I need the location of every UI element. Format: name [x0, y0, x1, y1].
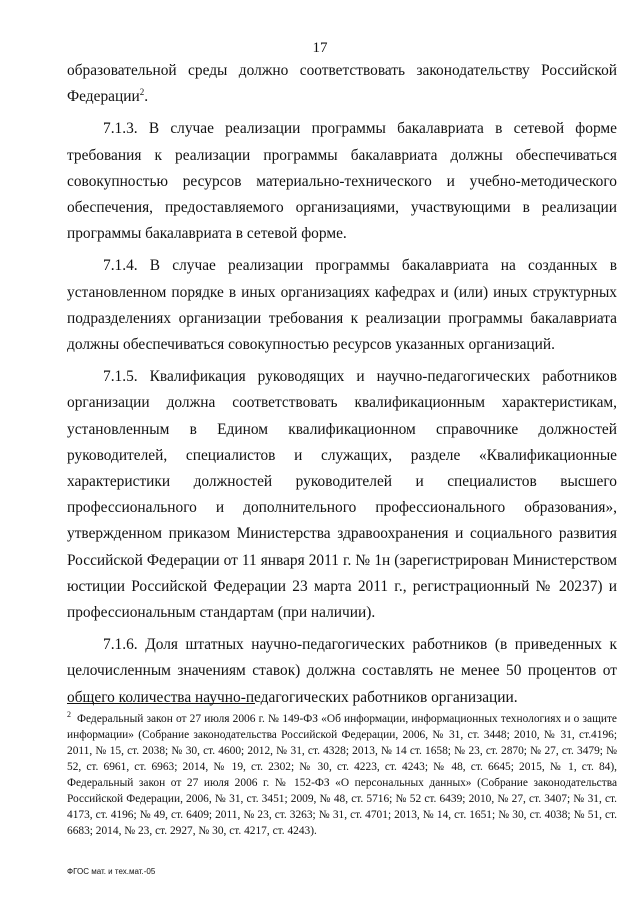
- footnote-mark: 2: [67, 710, 71, 720]
- paragraph-7-1-4: 7.1.4. В случае реализации программы бакалавриата на созданных в установленном порядке в иных организациях кафедрах и (или) иных структурных подразделениях организации требования к реализации программы бакалавриата должны обеспечиваться совокупностью ресурсов указанных организаций.: [67, 257, 617, 354]
- paragraph-7-1-6: 7.1.6. Доля штатных научно-педагогических работников (в приведенных к целочисленным значениям ставок) должна составлять не менее 50 процентов от общего количества научно-педагогических работников организации.: [67, 636, 617, 706]
- footnote: [67, 711, 617, 839]
- footnote-divider: [67, 703, 255, 704]
- paragraph-text: образовательной среды должно соответствовать законодательству Российской Федерации: [67, 62, 617, 106]
- paragraph-text-end: .: [144, 88, 149, 106]
- footnote-reference[interactable]: 2: [139, 87, 145, 98]
- footnote-text: Федеральный закон от 27 июля 2006 г. № 149-ФЗ «Об информации, информационных технологиях и о защите информации» (Собрание законодательства Российской Федерации, 2006, № 31, ст. 3448; 2010, № 31, ст.4196; 2011, № 15, ст. 2038; № 30, ст. 4600; 2012, № 31, ст. 4328; 2013, № 14 ст. 1658; № 23, ст. 2870; № 27, ст. 3479; № 52, ст. 6961, ст. 6963; 2014, № 19, ст. 2302; № 30, ст. 4223, ст. 4243; № 48, ст. 6645; 2015, № 1, ст. 84), Федеральный закон от 27 июля 2006 г. № 152-ФЗ «О персональных данных» (Собрание законодательства Российской Федерации, 2006, № 31, ст. 3451; 2009, № 48, ст. 5716; № 52 ст. 6439; 2010, № 27, ст. 3407; № 31, ст. 4173, ст. 4196; № 49, ст. 6409; 2011, № 23, ст. 3263; № 31, ст. 4701; 2013, № 14, ст. 1651; № 30, ст. 4038; № 51, ст. 6683; 2014, № 23, ст. 2927, № 30, ст. 4217, ст. 4243).: [67, 713, 617, 837]
- paragraph-7-1-3: 7.1.3. В случае реализации программы бакалавриата в сетевой форме требования к реализации программы бакалавриата должны обеспечиваться совокупностью ресурсов материально-технического и учебно-методического обеспечения, предоставляемого организациями, участвующими в реализации программы бакалавриата в сетевой форме.: [67, 120, 617, 243]
- paragraph-continuation: [67, 58, 617, 110]
- body-text: [67, 58, 617, 720]
- footer-label: ФГОС мат. и тех.мат.-05: [67, 867, 156, 876]
- page-number: 17: [312, 40, 328, 56]
- paragraph-7-1-5: 7.1.5. Квалификация руководящих и научно-педагогических работников организации должна соответствовать квалификационным характеристикам, установленным в Едином квалификационном справочнике должностей руководителей, специалистов и служащих, разделе «Квалификационные характеристики должностей руководителей и специалистов высшего профессионального и дополнительного профессионального образования», утвержденном приказом Министерства здравоохранения и социального развития Российской Федерации от 11 января 2011 г. № 1н (зарегистрирован Министерством юстиции Российской Федерации 23 марта 2011 г., регистрационный № 20237) и профессиональным стандартам (при наличии).: [67, 368, 617, 622]
